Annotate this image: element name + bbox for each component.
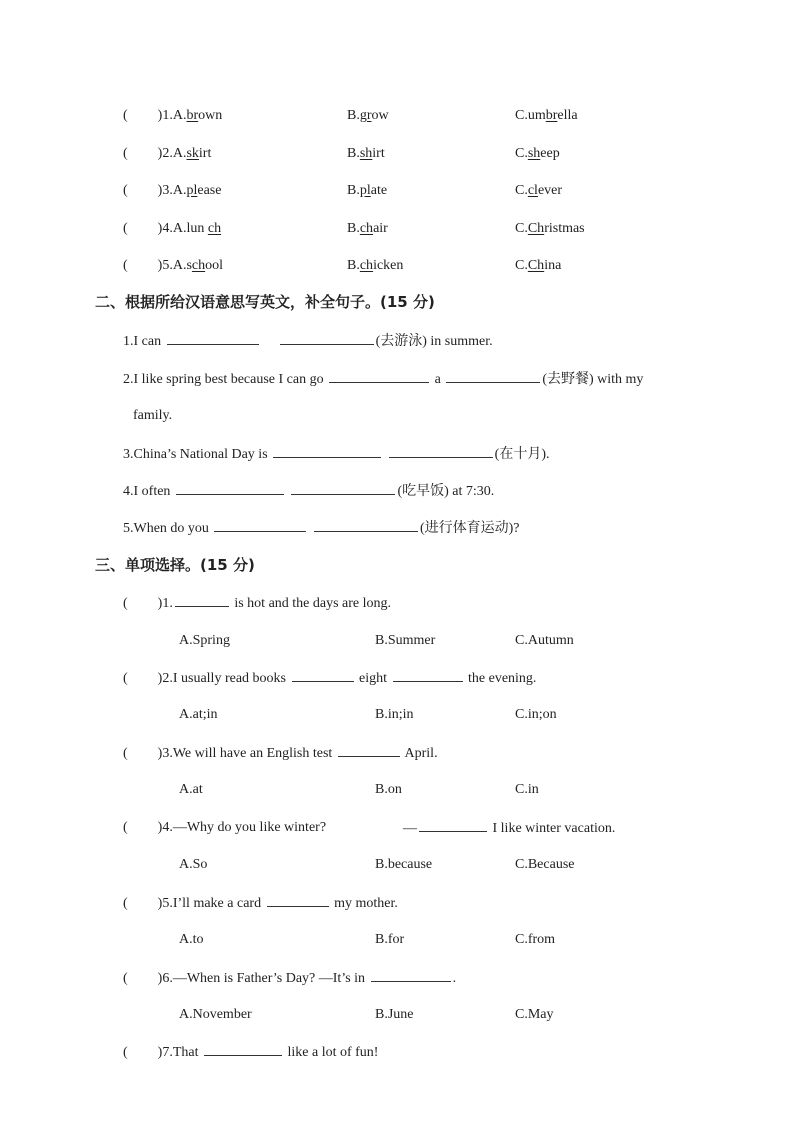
question-text: my mother. — [330, 896, 398, 911]
option-b — [347, 220, 388, 238]
answer-paren: ( — [123, 221, 128, 236]
option-b-label: B. — [347, 183, 360, 198]
choice-question-1 — [123, 594, 391, 613]
question-number: )3. — [157, 746, 173, 761]
question-text: like a lot of fun! — [284, 1045, 379, 1060]
question-text: —When is Father’s Day? —It’s in — [172, 971, 366, 986]
option-b-underlined: pl — [359, 183, 371, 198]
answer-paren: ( — [123, 596, 128, 611]
choice-question-6 — [123, 969, 456, 988]
option-a-underlined: ch — [191, 258, 206, 273]
option-c-underlined: cl — [527, 183, 538, 198]
question-text: I’ll make a card — [172, 896, 262, 911]
option-b-underlined: ch — [359, 258, 374, 273]
option-b[interactable]: B.in;in — [375, 707, 414, 722]
option-c-label: C. — [515, 183, 528, 198]
question-row-2 — [123, 145, 211, 163]
answer-paren: ( — [123, 820, 128, 835]
option-a[interactable]: A.at;in — [179, 707, 218, 722]
answer-paren: ( — [123, 1045, 128, 1060]
option-b-text: air — [373, 221, 388, 236]
answer-blank[interactable] — [292, 669, 354, 682]
option-c-text: ristmas — [544, 221, 585, 236]
question-number: )5. — [157, 896, 173, 911]
option-c[interactable]: C.Autumn — [515, 633, 574, 648]
option-b[interactable]: B.June — [375, 1007, 414, 1022]
question-number: )7. — [157, 1045, 173, 1060]
answer-blank[interactable] — [419, 819, 487, 832]
answer-blank[interactable] — [204, 1043, 282, 1056]
question-number: )2. — [157, 146, 173, 161]
answer-paren: ( — [123, 746, 128, 761]
option-c — [515, 220, 585, 238]
option-a-label: A. — [172, 258, 187, 273]
question-number: )3. — [157, 183, 173, 198]
option-c-underlined: br — [545, 108, 558, 123]
option-c[interactable]: C.May — [515, 1007, 554, 1022]
answer-blank[interactable] — [389, 445, 493, 458]
option-a[interactable]: A.Spring — [179, 633, 230, 648]
option-c — [515, 107, 578, 125]
option-a-text: ool — [205, 258, 224, 273]
question-number: )5. — [157, 258, 173, 273]
option-c — [515, 182, 562, 200]
chinese-hint: (在十月) — [494, 447, 546, 462]
answer-blank[interactable] — [273, 445, 381, 458]
answer-blank[interactable] — [280, 332, 374, 345]
question-number: )2. — [157, 671, 173, 686]
question-text: That — [172, 1045, 199, 1060]
answer-blank[interactable] — [393, 669, 463, 682]
question-text: — — [403, 821, 417, 836]
option-c-underlined: Ch — [527, 258, 545, 273]
option-c-label: C. — [515, 258, 528, 273]
chinese-hint: (去野餐) — [542, 372, 594, 387]
question-text: We will have an English test — [172, 746, 333, 761]
option-a-text: s — [186, 258, 192, 273]
question-text: in summer. — [426, 334, 493, 349]
question-number: )4. — [157, 221, 173, 236]
option-c-underlined: sh — [527, 146, 541, 161]
option-b-text: icken — [373, 258, 404, 273]
option-c[interactable]: C.in;on — [515, 707, 557, 722]
option-b-underlined: gr — [359, 108, 372, 123]
option-a-underlined: ch — [207, 221, 222, 236]
option-b — [347, 107, 389, 125]
answer-blank[interactable] — [291, 482, 395, 495]
option-a-text: ease — [197, 183, 222, 198]
question-text: a — [431, 372, 445, 387]
answer-paren: ( — [123, 258, 128, 273]
option-c-text: ina — [544, 258, 562, 273]
option-b[interactable]: B.because — [375, 857, 433, 872]
option-c — [515, 257, 561, 275]
option-c[interactable]: C.from — [515, 932, 556, 947]
option-b — [347, 145, 385, 163]
answer-paren: ( — [123, 671, 128, 686]
question-row-5 — [123, 257, 223, 275]
chinese-hint: (吃早饭) — [397, 484, 449, 499]
option-b-text: ate — [370, 183, 388, 198]
question-text: I usually read books — [172, 671, 286, 686]
option-b-label: B. — [347, 221, 360, 236]
question-number: )1. — [157, 596, 173, 611]
option-c — [515, 145, 560, 163]
option-a-underlined: sk — [186, 146, 199, 161]
option-a[interactable]: A.November — [179, 1007, 252, 1022]
answer-paren: ( — [123, 971, 128, 986]
answer-blank[interactable] — [338, 744, 400, 757]
question-text: . — [452, 971, 457, 986]
option-c-label: C. — [515, 221, 528, 236]
question-text: the evening. — [464, 671, 537, 686]
answer-paren: ( — [123, 183, 128, 198]
option-a-label: A. — [172, 108, 187, 123]
question-text: with my — [593, 372, 644, 387]
question-text: 5.When do you — [123, 521, 209, 536]
option-a-text: own — [198, 108, 223, 123]
fill-question-4 — [123, 482, 494, 501]
option-b[interactable]: B.on — [375, 782, 402, 797]
question-text: 4.I often — [123, 484, 171, 499]
fill-question-2-continuation: family. — [133, 408, 173, 423]
question-text: I like winter vacation. — [489, 821, 616, 836]
option-b-underlined: ch — [359, 221, 374, 236]
chinese-hint: (去游泳) — [375, 334, 427, 349]
option-c-label: C.um — [515, 108, 546, 123]
option-a[interactable]: A.to — [179, 932, 204, 947]
choice-question-4 — [123, 819, 326, 837]
question-row-1 — [123, 107, 222, 125]
choice-question-4-reply — [403, 819, 615, 838]
answer-blank[interactable] — [446, 370, 540, 383]
option-a-label: A. — [172, 221, 187, 236]
question-number: )6. — [157, 971, 173, 986]
option-c-underlined: Ch — [527, 221, 545, 236]
fill-question-5 — [123, 519, 519, 538]
option-a-underlined: br — [186, 108, 199, 123]
option-b-label: B. — [347, 146, 360, 161]
option-a[interactable]: A.So — [179, 857, 208, 872]
question-text: ? — [513, 521, 520, 536]
question-text: at 7:30. — [448, 484, 495, 499]
answer-blank[interactable] — [214, 519, 306, 532]
option-b — [347, 257, 403, 275]
fill-question-2 — [123, 370, 643, 389]
answer-paren: ( — [123, 146, 128, 161]
question-text: is hot and the days are long. — [230, 596, 392, 611]
option-c[interactable]: C.in — [515, 782, 539, 797]
question-text: 1.I can — [123, 334, 162, 349]
option-b-underlined: sh — [359, 146, 373, 161]
question-text: eight — [355, 671, 387, 686]
question-text: 3.China’s National Day is — [123, 447, 268, 462]
answer-blank[interactable] — [329, 370, 429, 383]
question-number: )1. — [157, 108, 173, 123]
question-text: 2.I like spring best because I can go — [123, 372, 324, 387]
option-a-text: irt — [198, 146, 212, 161]
answer-blank[interactable] — [314, 519, 418, 532]
option-c-text: eep — [540, 146, 560, 161]
fill-question-1 — [123, 332, 493, 351]
option-c[interactable]: C.Because — [515, 857, 575, 872]
answer-blank[interactable] — [175, 594, 229, 607]
option-a[interactable]: A.at — [179, 782, 203, 797]
question-number: )4. — [157, 820, 173, 835]
answer-blank[interactable] — [371, 969, 451, 982]
question-text: April. — [401, 746, 438, 761]
question-row-4 — [123, 220, 221, 238]
option-b-label: B. — [347, 108, 360, 123]
option-a-label: A. — [172, 183, 187, 198]
option-b-label: B. — [347, 258, 360, 273]
chinese-hint: (进行体育运动) — [419, 521, 514, 536]
option-b[interactable]: B.Summer — [375, 633, 436, 648]
section3-heading: 三、单项选择。(15 分) — [95, 556, 255, 574]
answer-paren: ( — [123, 108, 128, 123]
option-c-text: ever — [537, 183, 563, 198]
option-b — [347, 182, 387, 200]
answer-blank[interactable] — [167, 332, 259, 345]
fill-question-3 — [123, 445, 549, 464]
option-a-text: lun — [186, 221, 208, 236]
option-c-label: C. — [515, 146, 528, 161]
question-row-3 — [123, 182, 221, 200]
answer-blank[interactable] — [176, 482, 284, 495]
answer-paren: ( — [123, 896, 128, 911]
answer-blank[interactable] — [267, 894, 329, 907]
choice-question-5 — [123, 894, 398, 913]
choice-question-3 — [123, 744, 438, 763]
section2-heading: 二、根据所给汉语意思写英文，补全句子。(15 分) — [95, 293, 435, 311]
option-a-underlined: pl — [186, 183, 198, 198]
question-text: —Why do you like winter? — [172, 820, 327, 835]
option-c-text: ella — [557, 108, 578, 123]
choice-question-7 — [123, 1043, 378, 1062]
option-b-text: ow — [371, 108, 389, 123]
option-a-label: A. — [172, 146, 187, 161]
question-text: . — [545, 447, 550, 462]
choice-question-2 — [123, 669, 536, 688]
option-b-text: irt — [372, 146, 385, 161]
option-b[interactable]: B.for — [375, 932, 405, 947]
